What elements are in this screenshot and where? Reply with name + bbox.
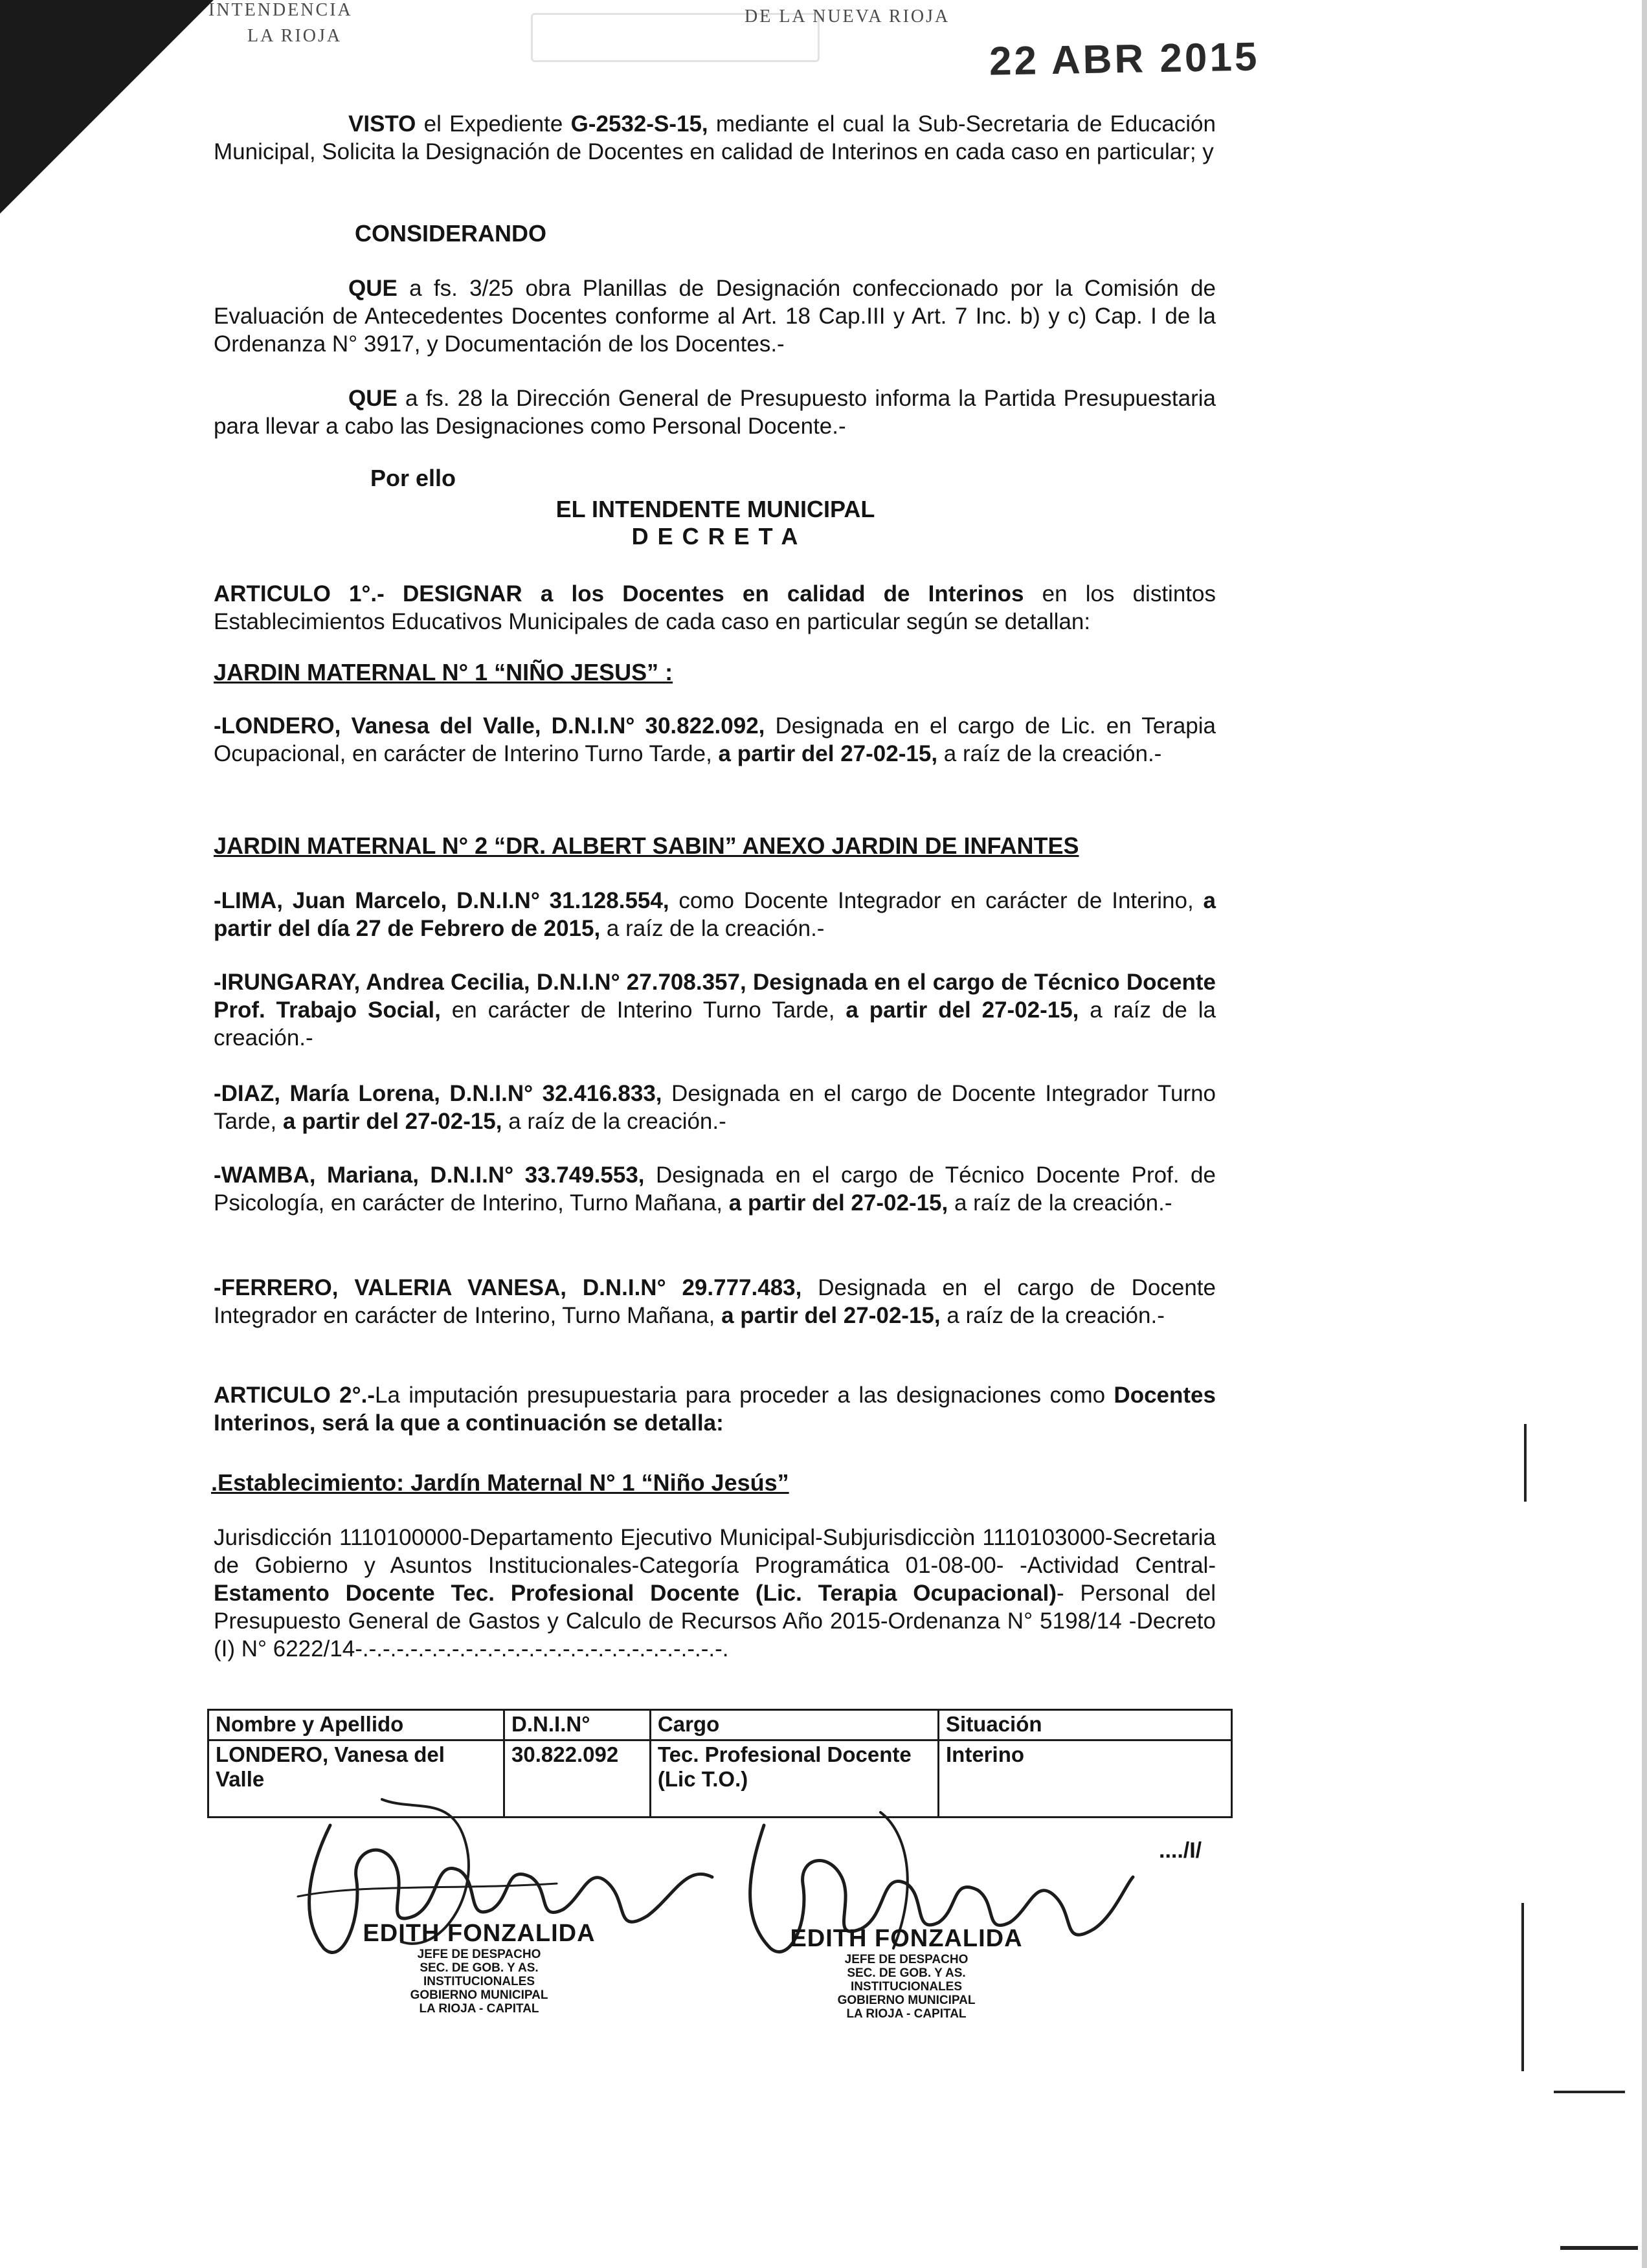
entry-text: Designada en el cargo de Técnico Docente Prof. de Psicología, en carácter de Interino, Turno Mañana, — [214, 1162, 1216, 1216]
entry-date: a partir del día 27 de Febrero de 2015, — [214, 888, 1216, 941]
decree-authority: EL INTENDENTE MUNICIPAL — [555, 496, 875, 522]
entry-date: a partir del 27-02-15, — [846, 997, 1079, 1023]
entry-date: a partir del 27-02-15, — [283, 1109, 502, 1134]
entry-tail: a raíz de la creación.- — [502, 1109, 726, 1134]
entry-tail: a raíz de la creación.- — [948, 1190, 1172, 1216]
seal-left-line2: SEC. DE GOB. Y AS. INSTITUCIONALES — [420, 1961, 539, 1988]
articulo1-paragraph — [214, 580, 1216, 636]
establecimiento-paragraph — [214, 1524, 1216, 1663]
seal-right-line2: SEC. DE GOB. Y AS. INSTITUCIONALES — [847, 1966, 966, 1994]
entry-text: Designada en el cargo de Lic. en Terapia Ocupacional, en carácter de Interino Turno Tarde, — [214, 713, 1216, 766]
table-header-nombre: Nombre y Apellido — [208, 1710, 504, 1740]
seal-right — [790, 1925, 1023, 2021]
articulo2-bold: Docentes Interinos, será la que a continuación se detalla: — [214, 1383, 1216, 1436]
seal-left-line4: LA RIOJA - CAPITAL — [419, 2002, 539, 2016]
scan-mark-1 — [1524, 1424, 1527, 1502]
seal-right-line4: LA RIOJA - CAPITAL — [846, 2007, 967, 2021]
table-cell-cargo: Tec. Profesional Docente (Lic T.O.) — [650, 1740, 938, 1818]
articulo1-text: en los distintos Establecimientos Educativos Municipales de cada caso en particular según se detallan: — [214, 581, 1216, 634]
entry-text: Designada en el cargo de Docente Integrador Turno Tarde, — [214, 1081, 1216, 1134]
considerando-title: CONSIDERANDO — [355, 220, 547, 247]
header-center: DE LA NUEVA RIOJA — [745, 6, 950, 27]
jardin2-entry-1 — [214, 968, 1216, 1052]
entry-date: a partir del 27-02-15, — [721, 1303, 941, 1328]
scan-mark-4 — [1560, 2246, 1638, 2250]
table-header-situacion: Situación — [939, 1710, 1232, 1740]
continuation-mark: ..../I/ — [1159, 1838, 1202, 1863]
seal-left-line1: JEFE DE DESPACHO — [417, 1948, 541, 1961]
que2-text: a fs. 28 la Dirección General de Presupuesto informa la Partida Presupuestaria para llevar a cabo las Designaciones como Personal Docente.- — [214, 386, 1216, 439]
que1-paragraph — [214, 274, 1216, 358]
visto-paragraph — [214, 110, 1216, 166]
que2-paragraph — [214, 384, 1216, 440]
articulo2-text: La imputación presupuestaria para proceder a las designaciones como — [374, 1383, 1114, 1408]
jardin1-heading: JARDIN MATERNAL N° 1 “NIÑO JESUS” : — [214, 659, 673, 685]
entry-text: Designada en el cargo de Docente Integrador en carácter de Interino, Turno Mañana, — [214, 1275, 1216, 1328]
seal-right-line1: JEFE DE DESPACHO — [844, 1953, 969, 1966]
establecimiento-bold: Estamento Docente Tec. Profesional Docente (Lic. Terapia Ocupacional) — [214, 1581, 1057, 1606]
table-header-dni: D.N.I.N° — [504, 1710, 651, 1740]
entry-text: como Docente Integrador en carácter de Interino, — [669, 888, 1204, 913]
establecimiento-heading: .Establecimiento: Jardín Maternal N° 1 “Niño Jesús” — [211, 1469, 789, 1496]
establecimiento-text1: Jurisdicción 1110100000-Departamento Ejecutivo Municipal-Subjurisdicciòn 1110103000-Secretaria de Gobierno y Asuntos Institucionales-Categoría Programática 01-08-00- -Actividad Central- — [214, 1525, 1216, 1578]
entry-date: a partir del 27-02-15, — [728, 1190, 948, 1216]
entry-name: -FERRERO, VALERIA VANESA, D.N.I.N° 29.777.483, — [214, 1275, 802, 1300]
seal-left-name: EDITH FONZALIDA — [363, 1920, 596, 1947]
table-header-cargo: Cargo — [650, 1710, 938, 1740]
articulo1-bold: DESIGNAR a los Docentes en calidad de Interinos — [384, 581, 1024, 606]
scan-corner-shadow — [0, 0, 214, 214]
header-left-line2: LA RIOJA — [247, 26, 342, 46]
visto-text2: mediante el cual la Sub-Secretaria de Educación Municipal, Solicita la Designación de Docentes en calidad de Interinos en cada caso en particular; y — [214, 111, 1216, 164]
entry-name: -LIMA, Juan Marcelo, D.N.I.N° 31.128.554, — [214, 888, 669, 913]
scan-mark-3 — [1554, 2091, 1625, 2093]
jardin1-entry-0 — [214, 712, 1216, 768]
establecimiento-text2: - Personal del Presupuesto General de Gastos y Calculo de Recursos Año 2015-Ordenanza N° 5198/14 -Decreto (I) N° 6222/14-.-.-.-.-.-.-.-.-.-.-.-.-.-.-.-.-.-.-.-.-.-.-.-.-.-.-. — [214, 1581, 1216, 1662]
que1-text: a fs. 3/25 obra Planillas de Designación confeccionado por la Comisión de Evaluación de Antecedentes Docentes conforme al Art. 18 Cap.III y Art. 7 Inc. b) y c) Cap. I de la Ordenanza N° 3917, y Documentación de los Docentes.- — [214, 276, 1216, 357]
visto-text1: el Expediente — [416, 111, 571, 137]
articulo2-label: ARTICULO 2°.- — [214, 1383, 375, 1408]
jardin2-entry-4 — [214, 1274, 1216, 1329]
date-stamp: 22 ABR 2015 — [989, 34, 1260, 84]
entry-tail: a raíz de la creación.- — [214, 997, 1216, 1051]
entry-tail: a raíz de la creación.- — [600, 916, 825, 941]
table-header-row — [208, 1710, 1232, 1740]
table-cell-situacion: Interino — [939, 1740, 1232, 1818]
jardin2-heading: JARDIN MATERNAL N° 2 “DR. ALBERT SABIN” ANEXO JARDIN DE INFANTES — [214, 832, 1079, 859]
visto-label: VISTO — [348, 111, 416, 137]
entry-date: a partir del 27-02-15, — [718, 741, 938, 766]
que2-label: QUE — [348, 386, 398, 411]
scan-mark-2 — [1521, 1903, 1524, 2071]
que1-label: QUE — [348, 276, 398, 301]
header-left-line1: INTENDENCIA — [208, 0, 353, 20]
table-cell-nombre: LONDERO, Vanesa del Valle — [208, 1740, 504, 1818]
entry-name: -IRUNGARAY, Andrea Cecilia, D.N.I.N° 27.708.357, Designada en el cargo de Técnico Docente Prof. Trabajo Social, — [214, 970, 1216, 1023]
entry-name: -WAMBA, Mariana, D.N.I.N° 33.749.553, — [214, 1162, 645, 1188]
entry-text: en carácter de Interino Turno Tarde, — [440, 997, 846, 1023]
decreta-title: D E C R E T A — [631, 523, 800, 550]
seal-right-line3: GOBIERNO MUNICIPAL — [837, 1994, 976, 2007]
seal-left-line3: GOBIERNO MUNICIPAL — [410, 1988, 548, 2002]
jardin2-entry-2 — [214, 1080, 1216, 1135]
articulo2-paragraph — [214, 1381, 1216, 1437]
entry-tail: a raíz de la creación.- — [937, 741, 1162, 766]
entry-tail: a raíz de la creación.- — [940, 1303, 1165, 1328]
scan-edge-right — [1642, 0, 1647, 2268]
seal-right-name: EDITH FONZALIDA — [790, 1925, 1023, 1952]
visto-expediente: G-2532-S-15, — [570, 111, 708, 137]
entry-name: -DIAZ, María Lorena, D.N.I.N° 32.416.833, — [214, 1081, 662, 1106]
por-ello: Por ello — [370, 465, 456, 491]
entry-name: -LONDERO, Vanesa del Valle, D.N.I.N° 30.822.092, — [214, 713, 765, 739]
seal-left — [363, 1920, 596, 2016]
table-cell-dni: 30.822.092 — [504, 1740, 651, 1818]
articulo1-label: ARTICULO 1°.- — [214, 581, 385, 606]
jardin2-entry-0 — [214, 887, 1216, 942]
jardin2-entry-3 — [214, 1161, 1216, 1217]
